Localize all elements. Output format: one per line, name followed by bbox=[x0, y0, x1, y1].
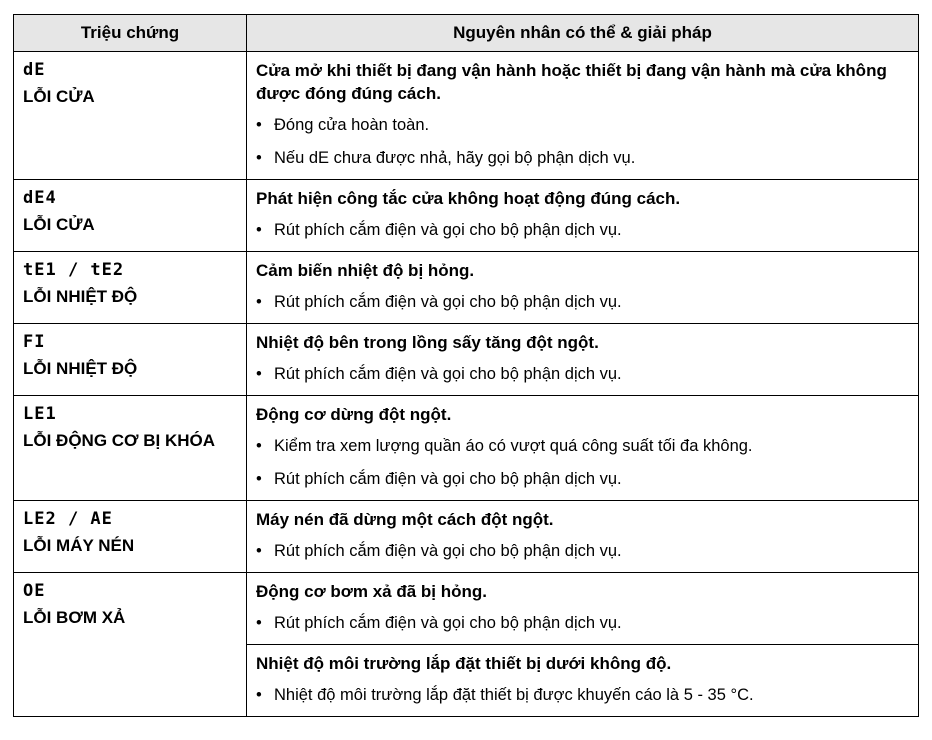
error-label: LỖI NHIỆT ĐỘ bbox=[23, 287, 138, 306]
symptom-cell bbox=[14, 252, 247, 324]
cause-title: Cửa mở khi thiết bị đang vận hành hoặc thiết bị đang vận hành mà cửa không được đóng đúng cách. bbox=[256, 61, 887, 103]
cause-title: Phát hiện công tắc cửa không hoạt động đúng cách. bbox=[256, 189, 681, 208]
cause-solution-cell bbox=[247, 324, 919, 396]
troubleshooting-table bbox=[13, 14, 919, 717]
error-label: LỖI MÁY NÉN bbox=[23, 536, 135, 555]
symptom-cell bbox=[14, 52, 247, 180]
bullet-icon: • bbox=[256, 542, 262, 560]
table-header-row bbox=[14, 15, 919, 52]
cause-solution-cell bbox=[247, 501, 919, 573]
solution-item bbox=[256, 679, 918, 712]
header-cause-solution: Nguyên nhân có thể & giải pháp bbox=[247, 15, 919, 52]
solution-text: Đóng cửa hoàn toàn. bbox=[274, 116, 430, 134]
table-row bbox=[14, 252, 919, 324]
solution-text: Rút phích cắm điện và gọi cho bộ phận dịch vụ. bbox=[274, 470, 622, 488]
solution-text: Nhiệt độ môi trường lắp đặt thiết bị được khuyến cáo là 5 - 35 °C. bbox=[274, 686, 754, 704]
troubleshooting-table-wrapper bbox=[13, 14, 918, 717]
error-code: tE1 / tE2 bbox=[23, 260, 125, 280]
table-row bbox=[14, 52, 919, 180]
table-row bbox=[14, 180, 919, 252]
solution-list bbox=[247, 607, 918, 644]
solution-item bbox=[256, 358, 918, 391]
bullet-icon: • bbox=[256, 365, 262, 383]
solution-text: Nếu dE chưa được nhả, hãy gọi bộ phận dịch vụ. bbox=[274, 149, 636, 167]
bullet-icon: • bbox=[256, 470, 262, 488]
error-label: LỖI CỬA bbox=[23, 215, 95, 234]
cause-title: Động cơ dừng đột ngột. bbox=[256, 405, 452, 424]
solution-item bbox=[256, 430, 918, 463]
solution-list bbox=[247, 358, 918, 395]
solution-list bbox=[247, 679, 918, 716]
solution-item bbox=[256, 109, 918, 142]
table-row bbox=[14, 396, 919, 501]
solution-item bbox=[256, 463, 918, 496]
solution-item bbox=[256, 142, 918, 175]
cause-title: Máy nén đã dừng một cách đột ngột. bbox=[256, 510, 554, 529]
bullet-icon: • bbox=[256, 686, 262, 704]
cause-title: Nhiệt độ môi trường lắp đặt thiết bị dưới không độ. bbox=[256, 654, 672, 673]
cause-title: Động cơ bơm xả đã bị hỏng. bbox=[256, 582, 488, 601]
solution-text: Kiểm tra xem lượng quần áo có vượt quá công suất tối đa không. bbox=[274, 437, 753, 455]
error-code: dE4 bbox=[23, 188, 57, 208]
solution-list bbox=[247, 286, 918, 323]
error-code: FI bbox=[23, 332, 46, 352]
cause-solution-cell bbox=[247, 573, 919, 645]
solution-item bbox=[256, 286, 918, 319]
cause-title: Cảm biến nhiệt độ bị hỏng. bbox=[256, 261, 475, 280]
bullet-icon: • bbox=[256, 437, 262, 455]
solution-text: Rút phích cắm điện và gọi cho bộ phận dịch vụ. bbox=[274, 542, 622, 560]
error-code: LE1 bbox=[23, 404, 57, 424]
solution-item bbox=[256, 214, 918, 247]
solution-text: Rút phích cắm điện và gọi cho bộ phận dịch vụ. bbox=[274, 614, 622, 632]
solution-text: Rút phích cắm điện và gọi cho bộ phận dịch vụ. bbox=[274, 221, 622, 239]
table-row bbox=[14, 501, 919, 573]
error-code: dE bbox=[23, 60, 46, 80]
error-label: LỖI CỬA bbox=[23, 87, 95, 106]
table-row bbox=[14, 573, 919, 645]
symptom-cell bbox=[14, 324, 247, 396]
bullet-icon: • bbox=[256, 293, 262, 311]
symptom-cell bbox=[14, 180, 247, 252]
cause-solution-cell bbox=[247, 252, 919, 324]
solution-list bbox=[247, 430, 918, 500]
bullet-icon: • bbox=[256, 614, 262, 632]
solution-list bbox=[247, 109, 918, 179]
cause-solution-cell bbox=[247, 180, 919, 252]
cause-solution-cell bbox=[247, 52, 919, 180]
symptom-cell bbox=[14, 501, 247, 573]
error-code: LE2 / AE bbox=[23, 509, 113, 529]
solution-list bbox=[247, 214, 918, 251]
solution-text: Rút phích cắm điện và gọi cho bộ phận dịch vụ. bbox=[274, 293, 622, 311]
bullet-icon: • bbox=[256, 116, 262, 134]
solution-item bbox=[256, 607, 918, 640]
cause-title: Nhiệt độ bên trong lồng sấy tăng đột ngột. bbox=[256, 333, 599, 352]
bullet-icon: • bbox=[256, 149, 262, 167]
solution-text: Rút phích cắm điện và gọi cho bộ phận dịch vụ. bbox=[274, 365, 622, 383]
table-row bbox=[14, 324, 919, 396]
symptom-cell bbox=[14, 396, 247, 501]
error-label: LỖI BƠM XẢ bbox=[23, 608, 126, 627]
error-label: LỖI NHIỆT ĐỘ bbox=[23, 359, 138, 378]
cause-solution-cell bbox=[247, 645, 919, 717]
symptom-cell bbox=[14, 573, 247, 717]
cause-solution-cell bbox=[247, 396, 919, 501]
error-code: OE bbox=[23, 581, 46, 601]
solution-list bbox=[247, 535, 918, 572]
header-symptom: Triệu chứng bbox=[14, 15, 247, 52]
error-label: LỖI ĐỘNG CƠ BỊ KHÓA bbox=[23, 431, 216, 450]
bullet-icon: • bbox=[256, 221, 262, 239]
solution-item bbox=[256, 535, 918, 568]
